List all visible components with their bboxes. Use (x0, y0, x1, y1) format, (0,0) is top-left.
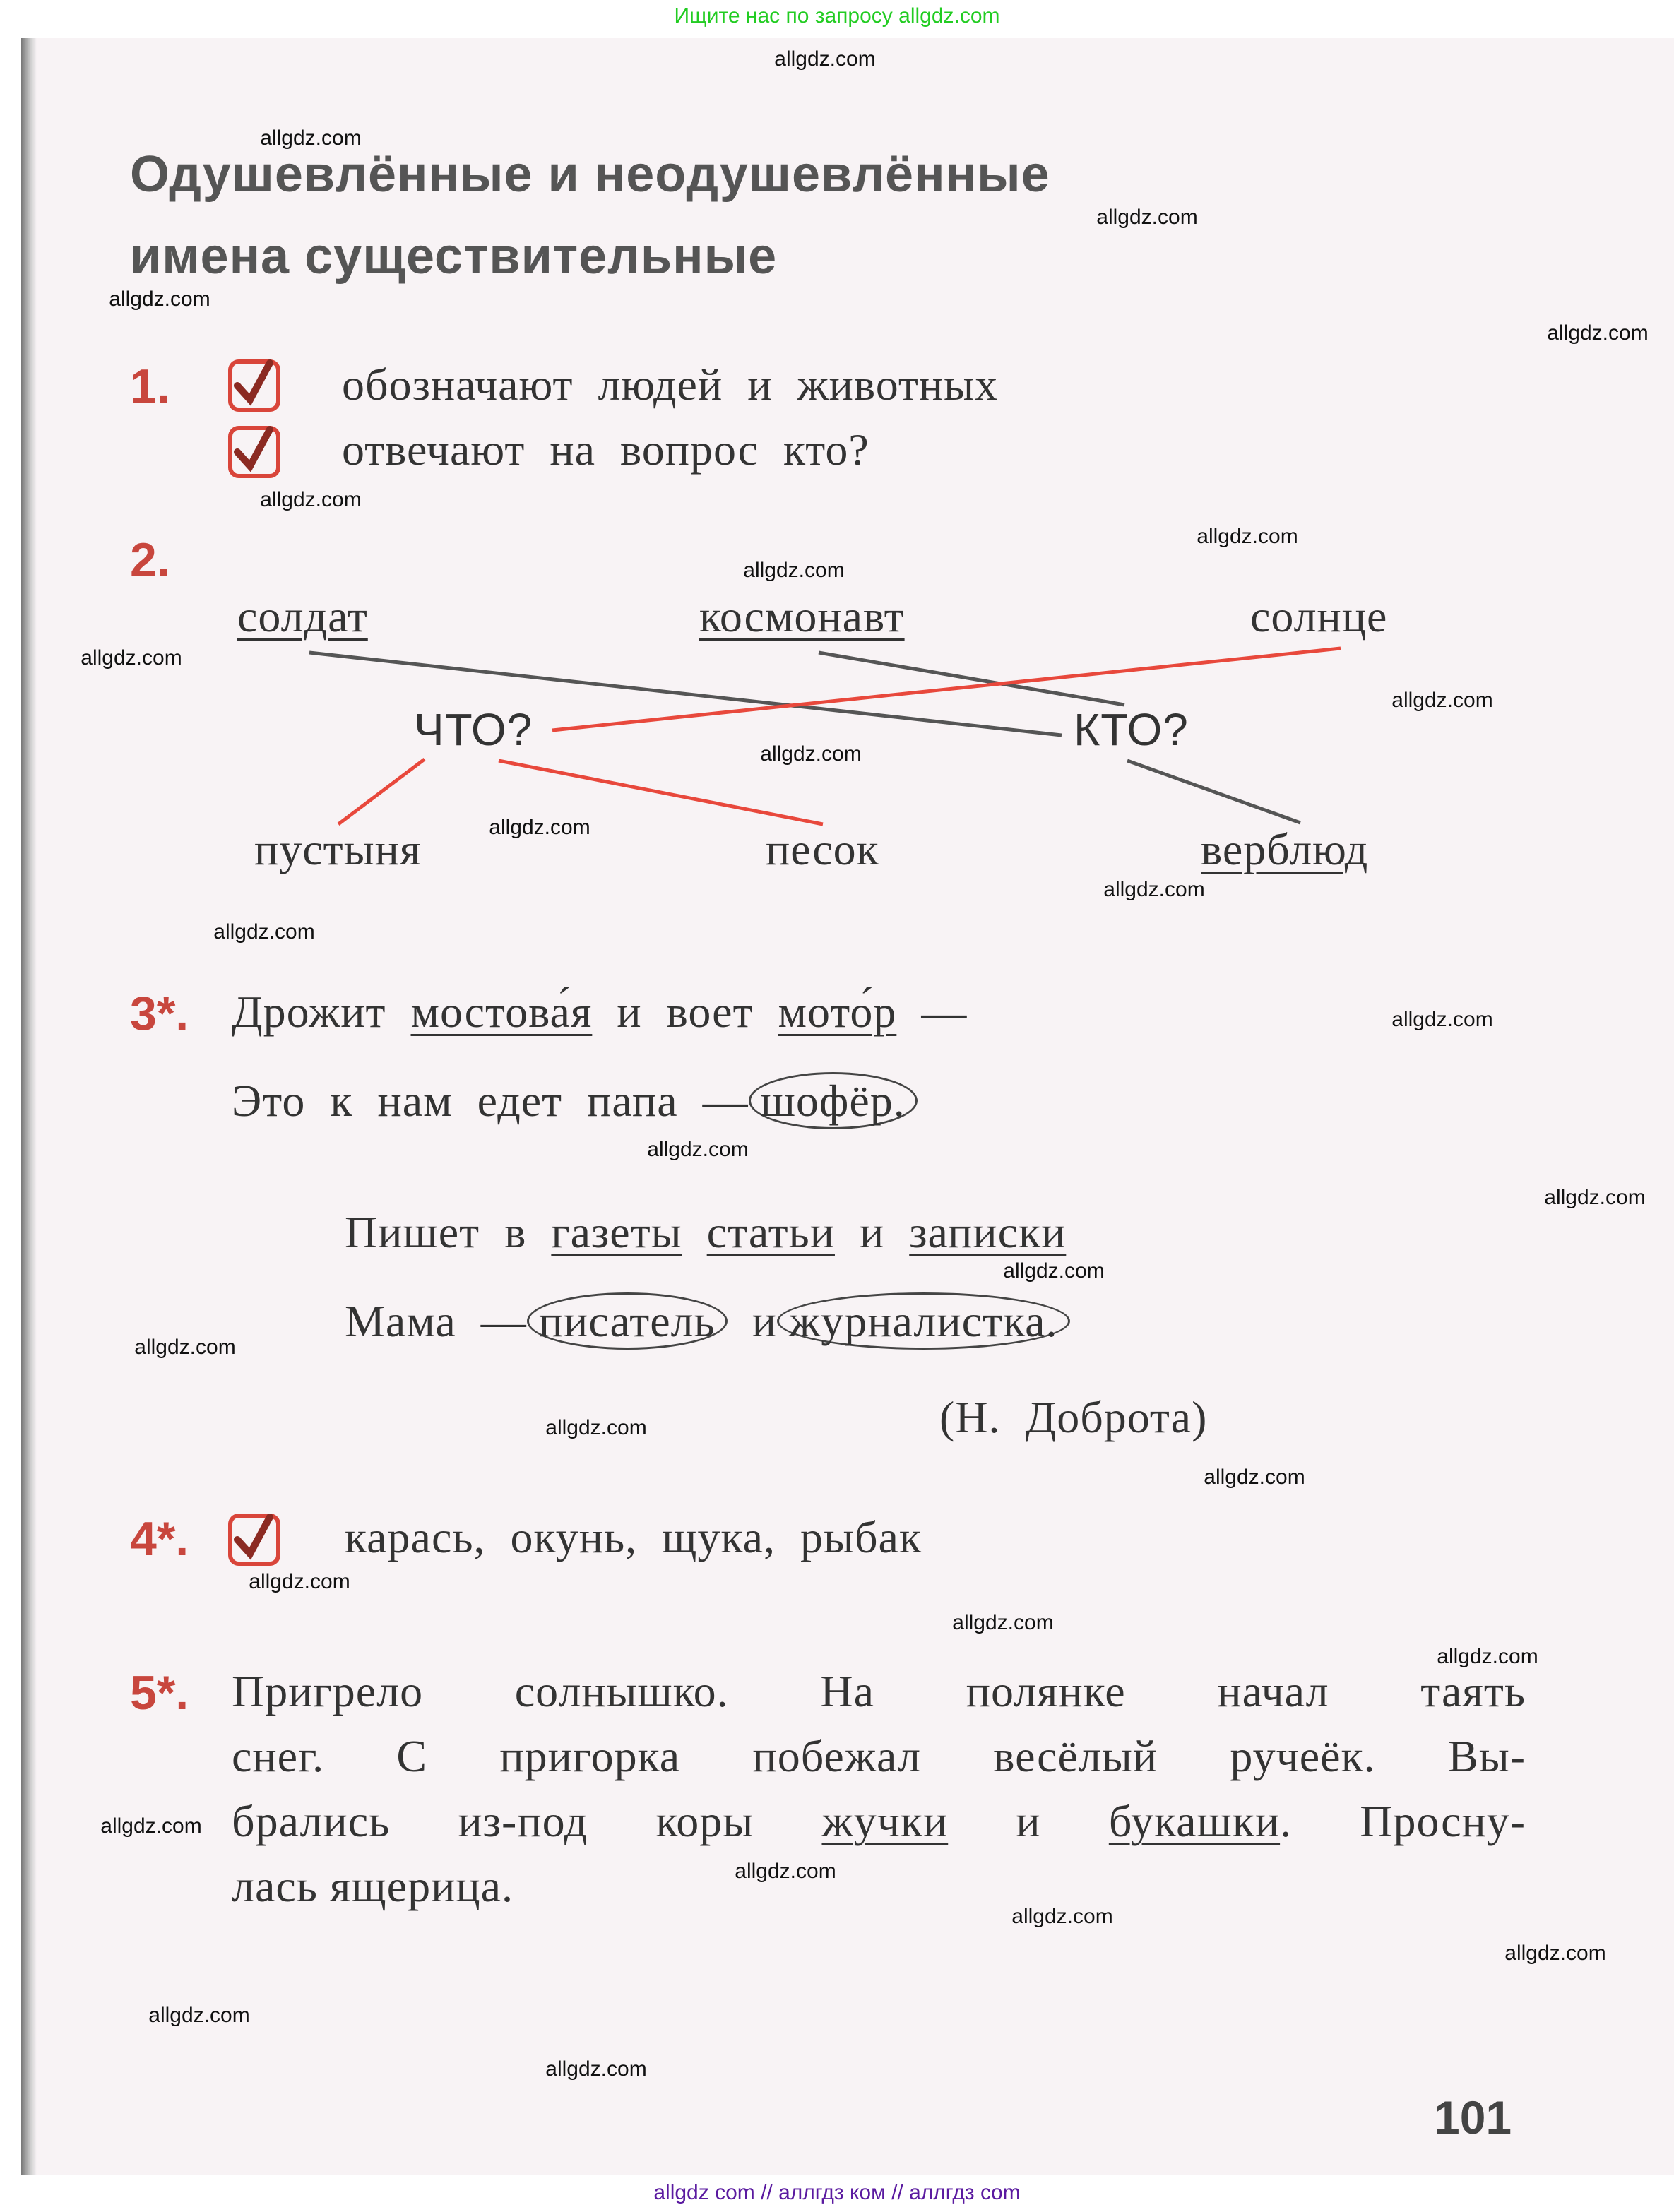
exercise-4-words: карась, окунь, щука, рыбак (345, 1512, 922, 1562)
circled-word: писатель (527, 1292, 728, 1350)
line-chto-pustynya (338, 759, 425, 824)
watermark-text: allgdz.com (260, 488, 362, 511)
watermark-text: allgdz.com (1547, 321, 1649, 345)
word: — (921, 987, 968, 1037)
word-pesok: песок (766, 824, 879, 874)
watermark-text: allgdz.com (109, 287, 210, 311)
exercise-1-option-2: отвечают на вопрос кто? (342, 424, 869, 475)
word: брались из-под коры (232, 1796, 754, 1846)
text-line-1: Пригрело солнышко. На полянке начал таять (232, 1666, 1526, 1716)
word: и (859, 1207, 885, 1257)
watermark-text: allgdz.com (774, 47, 876, 71)
title-line-2: имена существительные (130, 228, 778, 285)
line-chto-pesok (499, 761, 823, 824)
bottom-banner-text[interactable]: allgdz com // аллгдз ком // аллгдз com (653, 2181, 1021, 2204)
exercise-5-number: 5*. (130, 1666, 189, 1720)
watermark-text: allgdz.com (213, 920, 315, 944)
text-line-4: лась ящерица. (232, 1861, 514, 1911)
word-verblyud: верблюд (1201, 824, 1369, 874)
checkbox-checked-icon[interactable] (227, 1513, 281, 1566)
watermark-text: allgdz.com (134, 1336, 236, 1359)
circled-word: шофёр. (749, 1072, 918, 1129)
word: . Просну- (1280, 1796, 1526, 1846)
exercise-2-number: 2. (130, 533, 170, 587)
exercise-1-number: 1. (130, 359, 170, 413)
watermark-text: allgdz.com (545, 2057, 647, 2081)
watermark-text: allgdz.com (100, 1814, 202, 1838)
watermark-text: allgdz.com (249, 1570, 350, 1593)
line-solntse-chto (552, 648, 1341, 730)
watermark-text: allgdz.com (260, 126, 362, 150)
word: Пишет в (345, 1207, 527, 1257)
watermark-text: allgdz.com (1003, 1259, 1105, 1283)
watermark-text: allgdz.com (952, 1611, 1054, 1634)
watermark-text: allgdz.com (1103, 878, 1205, 901)
watermark-text: allgdz.com (760, 742, 862, 766)
word: и (1016, 1796, 1041, 1846)
watermark-text: allgdz.com (1544, 1186, 1646, 1209)
top-banner-text[interactable]: Ищите нас по запросу allgdz.com (674, 4, 1000, 28)
question-kto: КТО? (1074, 704, 1189, 755)
watermark-text: allgdz.com (1197, 525, 1298, 548)
bottom-banner (0, 2175, 1674, 2212)
poem-author: (Н. Доброта) (939, 1392, 1208, 1442)
watermark-text: allgdz.com (1391, 1008, 1493, 1031)
title-line-1: Одушевлённые и неодушевлённые (130, 146, 1050, 203)
poem-line-4 (345, 1295, 1070, 1348)
page-number: 101 (1434, 2091, 1512, 2143)
line-kto-verblyud (1127, 761, 1300, 823)
matching-lines (0, 0, 1674, 918)
watermark-text: allgdz.com (647, 1138, 749, 1161)
underlined-word: статьи (706, 1207, 835, 1257)
underlined-word: записки (909, 1207, 1067, 1257)
word-soldat: солдат (237, 591, 368, 641)
word-pustynya: пустыня (254, 824, 422, 874)
underlined-word: газеты (551, 1207, 682, 1257)
word-kosmonavt: космонавт (699, 591, 905, 641)
watermark-text: allgdz.com (735, 1860, 836, 1883)
poem-line-3 (345, 1206, 1066, 1259)
text-line-3 (232, 1795, 1526, 1848)
circled-word: журналистка. (777, 1292, 1070, 1350)
exercise-3-number: 3*. (130, 987, 189, 1040)
word-solntse: солнце (1250, 591, 1388, 641)
question-chto: ЧТО? (414, 704, 533, 755)
word: и воет (617, 987, 754, 1037)
watermark-text: allgdz.com (545, 1416, 647, 1439)
underlined-word: букашки (1108, 1796, 1281, 1846)
watermark-text: allgdz.com (148, 2004, 250, 2027)
word: Мама — (345, 1296, 527, 1346)
poem-line-2 (232, 1075, 918, 1127)
watermark-text: allgdz.com (1391, 689, 1493, 712)
watermark-text: allgdz.com (81, 646, 182, 670)
word: Это к нам едет папа — (232, 1076, 749, 1126)
underlined-word: жучки (821, 1796, 949, 1846)
text-line-2: снег. С пригорка побежал весёлый ручеёк. Вы- (232, 1731, 1526, 1781)
watermark-text: allgdz.com (1437, 1645, 1538, 1668)
watermark-text: allgdz.com (1204, 1465, 1305, 1489)
poem-line-1 (232, 986, 967, 1038)
word: и (752, 1296, 777, 1346)
exercise-4-number: 4*. (130, 1512, 189, 1566)
underlined-word: мото́р (778, 987, 897, 1037)
watermark-text: allgdz.com (1096, 206, 1198, 229)
watermark-text: allgdz.com (1504, 1942, 1606, 1965)
watermark-text: allgdz.com (489, 816, 590, 839)
watermark-text: allgdz.com (743, 559, 845, 582)
underlined-word: мостова́я (410, 987, 593, 1037)
exercise-1-option-1: обозначают людей и животных (342, 359, 999, 410)
word: Дрожит (232, 987, 386, 1037)
watermark-text: allgdz.com (1011, 1905, 1113, 1928)
